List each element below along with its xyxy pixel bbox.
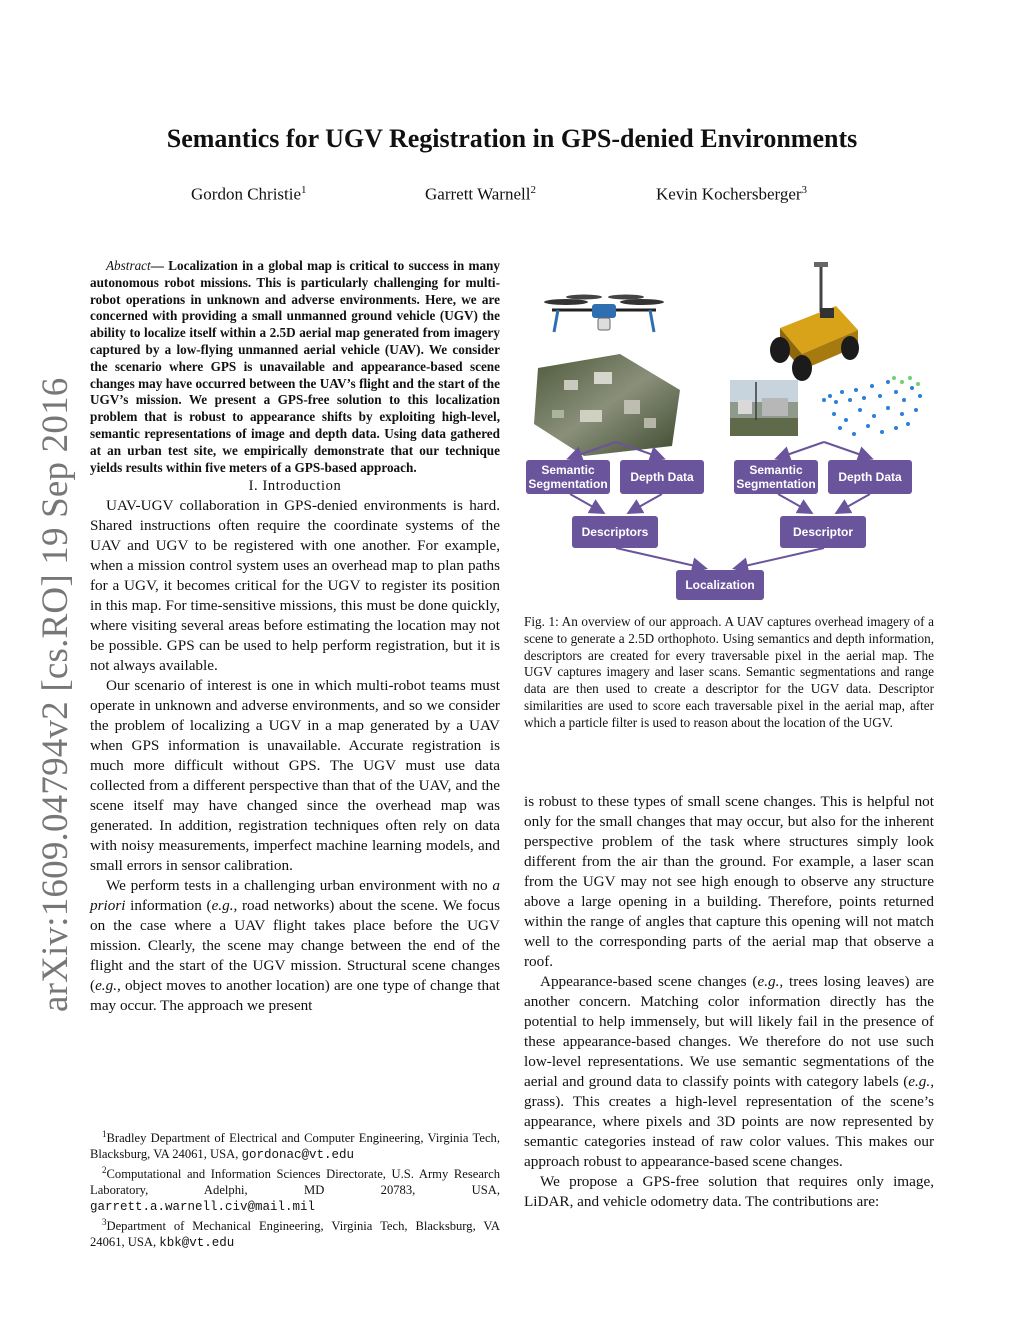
box-depth-data-uav: Depth Data [620, 460, 704, 494]
ugv-robot-image [770, 262, 859, 381]
footnotes [90, 1127, 500, 1252]
box-descriptors: Descriptors [572, 516, 658, 548]
right-paragraph-3: We propose a GPS-free solution that requires only image, LiDAR, and vehicle odometry data. The contributions are: [524, 1173, 934, 1210]
box-localization: Localization [676, 570, 764, 600]
author-2: Garrett Warnell$^2$ [425, 184, 536, 204]
intro-paragraph-3: We perform tests in a challenging urban environment with no a priori information (e.g., road networks) about the scene. We focus on the case where a UAV flight takes place before the UGV mission. Clearly, the scene may change between the end of the flight and the start of the UGV mission. Structural scene changes (e.g., object moves to another location) are one type of change that may occur. The approach we present [90, 877, 500, 1015]
aerial-3d-map-image [534, 354, 680, 456]
author-3: Kevin Kochersberger$^3$ [656, 184, 808, 204]
right-paragraph-1: is robust to these types of small scene changes. This is helpful not only for the small changes that may occur, but also for the inherent perspective problem of the task where structures simply look different from the air than the ground. For example, a laser scan from the UGV may not see high enough to observe any structure above a large opening in a building. Therefore, points returned within the range of angles that capture this opening will not match well to the corresponding parts of the aerial map that observe a roof. [524, 793, 934, 970]
flow-arrows [570, 442, 870, 568]
box-depth-data-ugv: Depth Data [828, 460, 912, 494]
ground-camera-image [730, 380, 798, 436]
abstract: Abstract— Localization in a global map is critical to success in many autonomous robot missions. This is particularly challenging for multi-robot operations in unknown and adverse environments. Here, we are concerned with providing a small unmanned ground vehicle (UGV) the ability to localize itself within a 2.5D aerial map generated from imagery captured by a low-flying unmanned aerial vehicle (UAV). We consider the scenario where GPS is unavailable and appearance-based scene changes may have occurred between the UAV’s flight and the start of the UGV’s mission. We present a GPS-free solution to this localization problem that is robust to appearance shifts by exploiting high-level, semantic representations of image and depth data. Using data gathered at an urban test site, we empirically demonstrate that our technique yields results within five meters of a GPS-based approach. [90, 258, 500, 475]
box-semantic-segmentation-uav: Semantic Segmentation [526, 460, 610, 494]
footnote-1: $^1$Bradley Department of Electrical and Computer Engineering, Virginia Tech, Blacksburg, VA 24061, USA, gordonac@vt.edu [90, 1129, 500, 1162]
left-column [90, 258, 500, 1016]
intro-paragraph-1: UAV-UGV collaboration in GPS-denied environments is hard. Shared instructions often require the coordinate systems of the UAV and UGV to be registered with one another. For example, when a mission control system uses an overhead map to plan paths for a UGV, it becomes critical for the UGV to register its position in this map. For time-sensitive missions, this must be done quickly, where visiting several areas before estimating the location may not be possible. GPS can be used to help perform registration, but it is not always available. [90, 497, 500, 675]
box-descriptor: Descriptor [780, 516, 866, 548]
footnote-2: $^2$Computational and Information Sciences Directorate, U.S. Army Research Laboratory, Adelphi, MD 20783, USA, garrett.a.warnell.civ@mail.mil [90, 1165, 500, 1214]
figure-1-caption: Fig. 1: An overview of our approach. A UAV captures overhead imagery of a scene to generate a 2.5D orthophoto. Using semantics and depth information, descriptors are created for every traversable pixel in the aerial map. The UGV captures imagery and laser scans. Semantic segmentations and range data are then used to create a descriptor for the UGV data. Descriptor similarities are used to score each traversable pixel in the aerial map, after which a particle filter is used to reason about the location of the UGV. [524, 614, 934, 730]
paper-title: Semantics for UGV Registration in GPS-denied Environments [166, 124, 858, 153]
section-heading-introduction: I. Introduction [248, 478, 342, 495]
intro-paragraph-2: Our scenario of interest is one in which multi-robot teams must operate in unknown and adverse environments, and so we consider the problem of localizing a UGV in a map generated by a UAV when GPS information is unavailable. Accurate registration is much more difficult without GPS. The UGV must use data collected from a different perspective than that of the UAV, and the scene itself may have changed since the overhead map was generated. In addition, registration techniques often rely on data with noisy measurements, imperfect machine learning models, and small errors in sensor calibration. [90, 677, 500, 875]
figure-1-overview-diagram [524, 250, 940, 600]
author-1: Gordon Christie$^1$ [191, 184, 307, 204]
right-column [524, 792, 934, 1212]
arxiv-identifier: arXiv:1609.04794v2 [cs.RO] 19 Sep 2016 [35, 377, 76, 1012]
lidar-point-cloud-image [822, 376, 922, 436]
box-semantic-segmentation-ugv: Semantic Segmentation [734, 460, 818, 494]
right-paragraph-2: Appearance-based scene changes (e.g., trees losing leaves) are another concern. Matching color information directly has the potential to help immensely, but will likely fail in the presence of these appearance-based changes. We therefore do not use such low-level representations. We use semantic segmentations of the aerial and ground data to classify points with category labels (e.g., grass). This creates a high-level representation of the scene’s appearance, where pixels and 3D points are now represented by semantic categories instead of raw color values. This makes our approach robust to appearance-based scene changes. [524, 973, 934, 1170]
footnote-3: $^3$Department of Mechanical Engineering, Virginia Tech, Blacksburg, VA 24061, USA, kbk@vt.edu [90, 1217, 500, 1251]
uav-drone-image [544, 295, 664, 333]
